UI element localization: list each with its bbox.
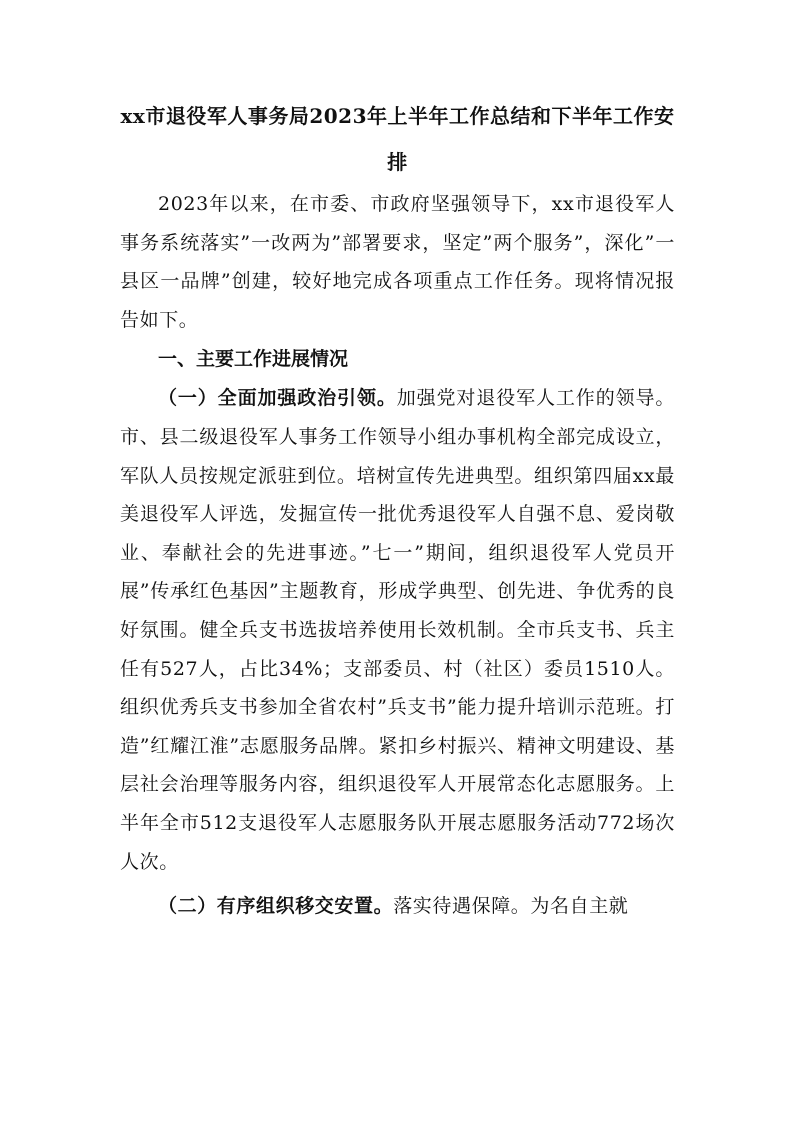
paragraph-item-1 <box>120 379 675 881</box>
document-page <box>120 93 675 926</box>
item-1-lead: （一）全面加强政治引领。 <box>158 387 397 410</box>
item-1-body: 加强党对退役军人工作的领导。市、县二级退役军人事务工作领导小组办事机构全部完成设立，军队人员按规定派驻到位。培树宣传先进典型。组织第四届xx最美退役军人评选，发掘宣传一批优秀退役军人自强不息、爱岗敬业、奉献社会的先进事迹。”七一”期间，组织退役军人党员开展”传承红色基因”主题教育，形成学典型、创先进、争优秀的良好氛围。健全兵支书选拔培养使用长效机制。全市兵支书、兵主任有527人，占比34%；支部委员、村（社区）委员1510人。组织优秀兵支书参加全省农村”兵支书”能力提升培训示范班。打造”红耀江淮”志愿服务品牌。紧扣乡村振兴、精神文明建设、基层社会治理等服务内容，组织退役军人开展常态化志愿服务。上半年全市512支退役军人志愿服务队开展志愿服务活动772场次人次。 <box>120 387 675 873</box>
item-2-lead: （二）有序组织移交安置。 <box>158 895 394 918</box>
section-heading-1: 一、主要工作进展情况 <box>158 348 349 371</box>
paragraph-item-2 <box>120 887 675 926</box>
item-2-body: 落实待遇保障。为名自主就 <box>393 895 629 918</box>
document-title: xx市退役军人事务局2023年上半年工作总结和下半年工作安排 <box>120 104 675 174</box>
intro-paragraph: 2023年以来，在市委、市政府坚强领导下，xx市退役军人事务系统落实”一改两为”部署要求，坚定”两个服务”，深化”一县区一品牌”创建，较好地完成各项重点工作任务。现将情况报告如下。 <box>120 193 675 331</box>
